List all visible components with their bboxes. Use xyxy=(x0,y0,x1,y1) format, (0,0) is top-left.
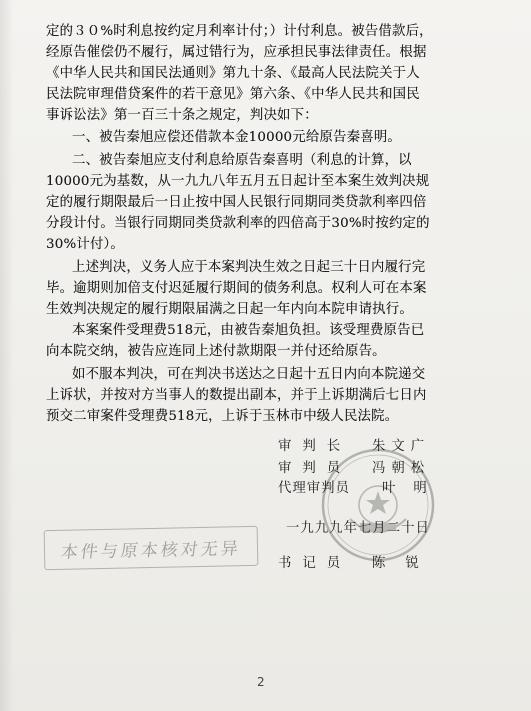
text-line: 事诉讼法》第一百三十条之规定，判决如下： xyxy=(46,108,318,123)
scan-edge-shadow xyxy=(0,0,14,711)
text-line: 《中华人民共和国民法通则》第九十条、《最高人民法院关于人 xyxy=(46,66,420,81)
text-line: 如不服本判决，可在判决书送达之日起十五日内向本院递交 xyxy=(72,367,426,382)
page-number: 2 xyxy=(257,675,265,689)
text-line: 定的３０%时利息按约定月利率计付；）计付利息。被告借款后， xyxy=(46,24,433,39)
signature-name: 叶明 xyxy=(382,481,445,496)
signature-role: 审判员 xyxy=(278,461,352,476)
text-line: 毕。逾期则加倍支付迟延履行期间的债务利息。权利人可在本案 xyxy=(46,281,427,296)
text-line: 30%计付）。 xyxy=(46,237,125,252)
text-line: 经原告催偿仍不履行，属过错行为，应承担民事法律责任。根据 xyxy=(46,45,427,60)
text-line: 二、被告秦旭应支付利息给原告秦喜明（利息的计算，以 xyxy=(72,153,412,168)
text-line: 10000元为基数，从一九九八年五月五日起计至本案生效判决规 xyxy=(46,174,430,189)
text-line: 定的履行期限最后一日止按中国人民银行同期同类贷款利率四倍 xyxy=(46,195,427,210)
certified-copy-stamp xyxy=(44,526,259,570)
clerk-name: 陈锐 xyxy=(372,556,439,571)
judgment-date: 一九九九年七月二十日 xyxy=(286,521,430,536)
signature-role: 审判长 xyxy=(278,439,352,454)
signature-name: 朱文广 xyxy=(372,439,431,454)
signature-role: 代理审判员 xyxy=(278,481,350,496)
text-line: 分段计付。当银行同期同类贷款利率的四倍高于30%时按约定的 xyxy=(46,216,430,231)
text-line: 一、被告秦旭应偿还借款本金10000元给原告秦喜明。 xyxy=(72,130,401,145)
text-line: 生效判决规定的履行期限届满之日起一年内向本院申请执行。 xyxy=(46,302,413,317)
text-line: 预交二审案件受理费518元，上诉于玉林市中级人民法院。 xyxy=(46,409,399,424)
stamp-text: 本件与原本核对无异 xyxy=(59,538,242,563)
signature-name: 冯朝松 xyxy=(372,461,431,476)
clerk-role: 书记员 xyxy=(278,556,352,571)
text-line: 上诉状，并按对方当事人的数提出副本，并于上诉期满后七日内 xyxy=(46,388,427,403)
text-line: 民法院审理借贷案件的若干意见》第六条、《中华人民共和国民 xyxy=(46,87,420,102)
text-line: 本案案件受理费518元，由被告秦旭负担。该受理费原告已 xyxy=(72,323,425,338)
text-line: 上述判决，义务人应于本案判决生效之日起三十日内履行完 xyxy=(72,260,426,275)
text-line: 向本院交纳，被告应连同上述付款期限一并付还给原告。 xyxy=(46,344,386,359)
